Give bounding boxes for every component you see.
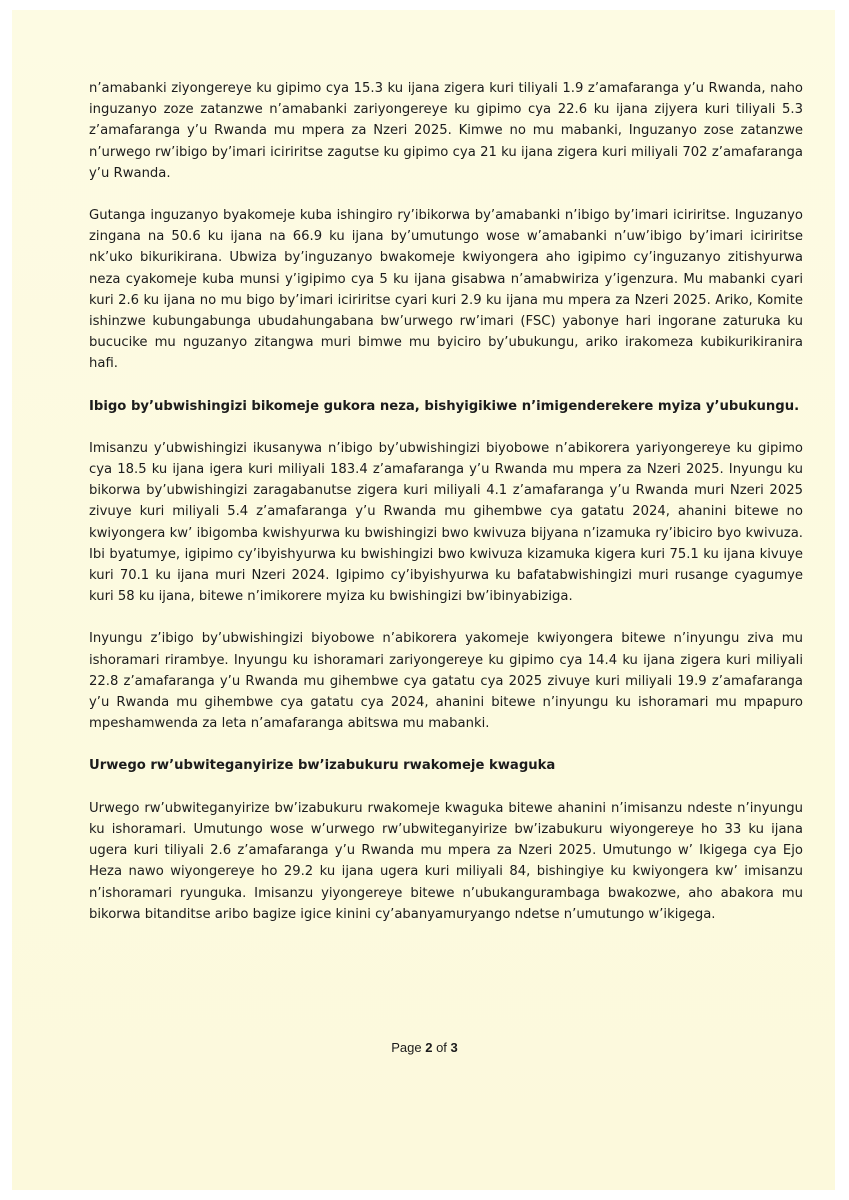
- page-number: 2: [425, 1040, 433, 1055]
- page-total: 3: [450, 1040, 458, 1055]
- heading-pension: Urwego rw’ubwiteganyirize bw’izabukuru rwakomeje kwaguka: [89, 758, 556, 774]
- paragraph-insurance-investment: Inyungu z’ibigo by’ubwishingizi biyobowe n’abikorera yakomeje kwiyongera bitewe n’inyungu ziva mu ishoramari rirambye. Inyungu ku ishoramari zariyongereye ku gipimo cya 14.4 ku ijana zigera kuri miliyali 22.8 z’amafaranga y’u Rwanda mu gihembwe cya gatatu cya 2025 zivuye kuri miliyali 19.9 z’amafaranga y’u Rwanda mu gihembwe cya gatatu cya 2024, ahanini bitewe n’inyungu ku ishoramari mu mpapuro mpeshamwenda za leta n’amafaranga abitswa mu mabanki.: [89, 631, 803, 732]
- paragraph-pension: Urwego rw’ubwiteganyirize bw’izabukuru rwakomeje kwaguka bitewe ahanini n’imisanzu ndeste n’inyungu ku ishoramari. Umutungo wose w’urwego rw’ubwiteganyirize bw’izabukuru wiyongereye ho 33 ku ijana ugera kuri tiliyali 2.6 z’amafaranga y’u Rwanda mu mpera za Nzeri 2025. Umutungo w’ Ikigega cya Ejo Heza nawo wiyongereye ho 29.2 ku ijana ugera kuri miliyali 84, bishingiye ku kwiyongera kw’ imisanzu n’ishoramari ryunguka. Imisanzu yiyongereye bitewe n’ubukangurambaga bwakozwe, aho abakora mu bikorwa bitanditse aribo bagize igice kinini cy’abanyamuryango ndetse n’umutungo w’ikigega.: [89, 800, 803, 922]
- of-label: of: [436, 1040, 447, 1055]
- document-page: [12, 10, 835, 1190]
- page-label: Page: [391, 1040, 422, 1055]
- document-body: [89, 78, 803, 946]
- heading-insurance: Ibigo by’ubwishingizi bikomeje gukora neza, bishyigikiwe n’imigenderekere myiza y’ubukungu.: [89, 398, 800, 414]
- paragraph-insurance-premiums: Imisanzu y’ubwishingizi ikusanywa n’ibigo by’ubwishingizi biyobowe n’abikorera yariyongereye ku gipimo cya 18.5 ku ijana igera kuri miliyali 183.4 z’amafaranga y’u Rwanda mu mpera za Nzeri 2025. Inyungu ku bikorwa by’ubwishingizi zaragabanutse zigera kuri miliyali 4.1 z’amafaranga y’u Rwanda muri Nzeri 2025 zivuye kuri miliyali 5.4 z’amafaranga y’u Rwanda mu gihembwe cya gatatu 2024, ahanini bitewe no kwiyongera kw’ ibigomba kwishyurwa ku bwishingizi bwo kwivuza bijyana n’izamuka ry’ibiciro byo kwivuza. Ibi byatumye, igipimo cy’ibyishyurwa ku bwishingizi bwo kwivuza kizamuka kigera kuri 75.1 ku ijana kivuye kuri 70.1 ku ijana muri Nzeri 2024. Igipimo cy’ibyishyurwa ku bafatabwishingizi muri rusange cyagumye kuri 58 ku ijana, bitewe n’imikorere myiza ku bwishingizi bw’ibinyabiziga.: [89, 440, 803, 605]
- paragraph-bank-loans: n’amabanki ziyongereye ku gipimo cya 15.3 ku ijana zigera kuri tiliyali 1.9 z’amafaranga y’u Rwanda, naho inguzanyo zoze zatanzwe n’amabanki zariyongereye ku gipimo cya 22.6 ku ijana zijyera kuri tiliyali 5.3 z’amafaranga y’u Rwanda mu mpera za Nzeri 2025. Kimwe no mu mabanki, Inguzanyo zose zatanzwe n’urwego rw’ibigo by’imari iciriritse zagutse ku gipimo cya 21 ku ijana zigera kuri miliyali 702 z’amafaranga y’u Rwanda.: [89, 81, 803, 181]
- page-footer: [0, 1040, 849, 1055]
- paragraph-credit-quality: Gutanga inguzanyo byakomeje kuba ishingiro ry’ibikorwa by’amabanki n’ibigo by’imari iciriritse. Inguzanyo zingana na 50.6 ku ijana na 66.9 ku ijana by’umutungo wose w’amabanki n’uw’ibigo by’imari iciriritse nk’uko bikurikirana. Ubwiza by’inguzanyo bwakomeje kwiyongera aho igipimo cy’inguzanyo zitishyurwa neza cyakomeje kuba munsi y’igipimo cya 5 ku ijana gisabwa n’amabwiriza y’igenzura. Mu mabanki cyari kuri 2.6 ku ijana no mu bigo by’imari iciriritse cyari kuri 2.9 ku ijana mu mpera za Nzeri 2025. Ariko, Komite ishinzwe kubungabunga ubudahungabana bw’urwego rw’imari (FSC) yabonye hari ingorane zaturuka ku bucucike mu nguzanyo zitangwa muri bimwe mu byiciro by’ubukungu, ariko irakomeza kubikurikiranira hafi.: [89, 208, 803, 372]
